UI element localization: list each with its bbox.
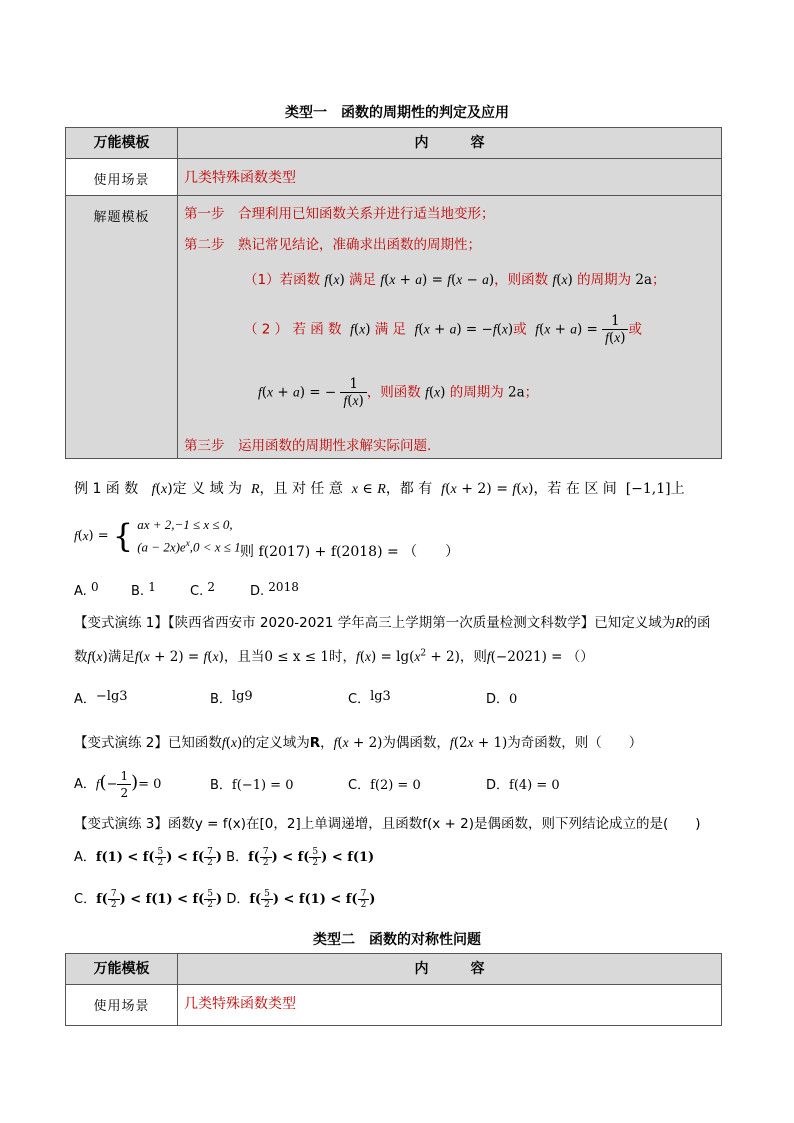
example-1-question: 则 f(2017) + f(2018) = （ ） bbox=[240, 544, 460, 560]
header-content: 内 容 bbox=[178, 954, 722, 985]
row-label-usage: 使用场景 bbox=[66, 985, 178, 1026]
template-table-periodicity bbox=[65, 127, 722, 459]
option-d: D．0 bbox=[486, 692, 518, 707]
section-title-symmetry: 类型二 函数的对称性问题 bbox=[313, 932, 481, 948]
row-content-template bbox=[178, 196, 722, 459]
option-a: A. 0 bbox=[74, 580, 99, 599]
row-content-usage: 几类特殊函数类型 bbox=[178, 159, 722, 196]
variant-2-stem: 【变式演练 2】已知函数f(x)的定义域为R，f(x + 2)为偶函数，f(2x + 1)为奇函数，则（ ） bbox=[74, 735, 643, 751]
template-table-symmetry bbox=[65, 953, 722, 1026]
example-1-options bbox=[74, 580, 674, 600]
variant-3-stem: 【变式演练 3】函数y = f(x)在[0，2]上单调递增，且函数f(x + 2)是偶函数，则下列结论成立的是( ) bbox=[74, 816, 701, 832]
example-1-piecewise: f(x) = { ax + 2,−1 ≤ x ≤ 0, $(a - 2x)e^x,0 < x \le 1$. bbox=[74, 517, 244, 556]
step-1: 第一步 合理利用已知函数关系并进行适当地变形； bbox=[184, 206, 495, 222]
step-2: 第二步 熟记常见结论，准确求出函数的周期性； bbox=[184, 237, 481, 253]
row-content-usage: 几类特殊函数类型 bbox=[178, 985, 722, 1026]
option-b: B．f( $\frac{7}{2}$ ) < f( $\frac{5}{2}$ ) < f(1) bbox=[226, 847, 375, 868]
option-c: C．lg3 bbox=[348, 689, 391, 707]
variant-3-options-cd bbox=[74, 888, 375, 910]
option-a: A．f(− $\frac{1}{2}$ )= 0 bbox=[74, 769, 162, 800]
variant-1-options bbox=[74, 688, 674, 708]
option-b: B. 1 bbox=[131, 580, 156, 599]
option-c: C．f( $\frac{7}{2}$ ) < f(1) < f( $\frac{5}{2}$ ) bbox=[74, 889, 223, 910]
case-1: （1）若函数 f(x) 满足 f(x + a) = f(x − a)，则函数 f(x) 的周期为 2a； bbox=[244, 272, 666, 288]
row-label-usage: 使用场景 bbox=[66, 159, 178, 196]
option-b: B．lg9 bbox=[210, 689, 253, 707]
section-title-periodicity: 类型一 函数的周期性的判定及应用 bbox=[285, 105, 509, 121]
variant-1-line-1: 【变式演练 1】【陕西省西安市 2020-2021 学年高三上学期第一次质量检测文科数学】已知定义域为R的函 bbox=[74, 615, 711, 631]
option-c: C．f(2) = 0 bbox=[348, 778, 421, 793]
option-a: A．f(1) < f( $\frac{5}{2}$ ) < f( $\frac{7}{2}$ ) bbox=[74, 847, 223, 868]
case-2: （ 2 ） 若 函 数 f(x) 满 足 f(x + a) = −f(x)或 f(x + a) = $\frac{1}{f(x)}$ 或 bbox=[244, 313, 642, 346]
option-b: B．f(−1) = 0 bbox=[210, 778, 294, 793]
row-label-template: 解题模板 bbox=[66, 196, 178, 459]
option-d: D. 2018 bbox=[250, 580, 299, 599]
option-c: C. 2 bbox=[190, 580, 215, 599]
option-d: D．f( $\frac{5}{2}$ ) < f(1) < f( $\frac{7}{2}$ ) bbox=[226, 889, 376, 910]
variant-1-line-2: 数f(x)满足f(x + 2) = f(x)，且当0 ≤ x ≤ 1时，$f(x) = \lg(x^2 + 2)$，则f(−2021) = （） bbox=[74, 648, 594, 665]
example-1-stem: 例 1 函 数 f(x)定 义 域 为 R，且 对 任 意 x ∈ R，都 有 f(x + 2) = f(x)，若 在 区 间 [−1,1]上 bbox=[74, 481, 685, 497]
option-a: A．−lg3 bbox=[74, 689, 128, 707]
variant-3-options-ab bbox=[74, 846, 374, 868]
step-3: 第三步 运用函数的周期性求解实际问题. bbox=[184, 438, 432, 454]
option-d: D．f(4) = 0 bbox=[486, 778, 560, 793]
header-template: 万能模板 bbox=[66, 128, 178, 159]
header-content: 内 容 bbox=[178, 128, 722, 159]
case-2-tail: f(x + a) = − $\frac{1}{f(x)}$ ，则函数 f(x) 的周期为 2a； bbox=[258, 376, 539, 409]
variant-2-options bbox=[74, 764, 674, 804]
header-template: 万能模板 bbox=[66, 954, 178, 985]
